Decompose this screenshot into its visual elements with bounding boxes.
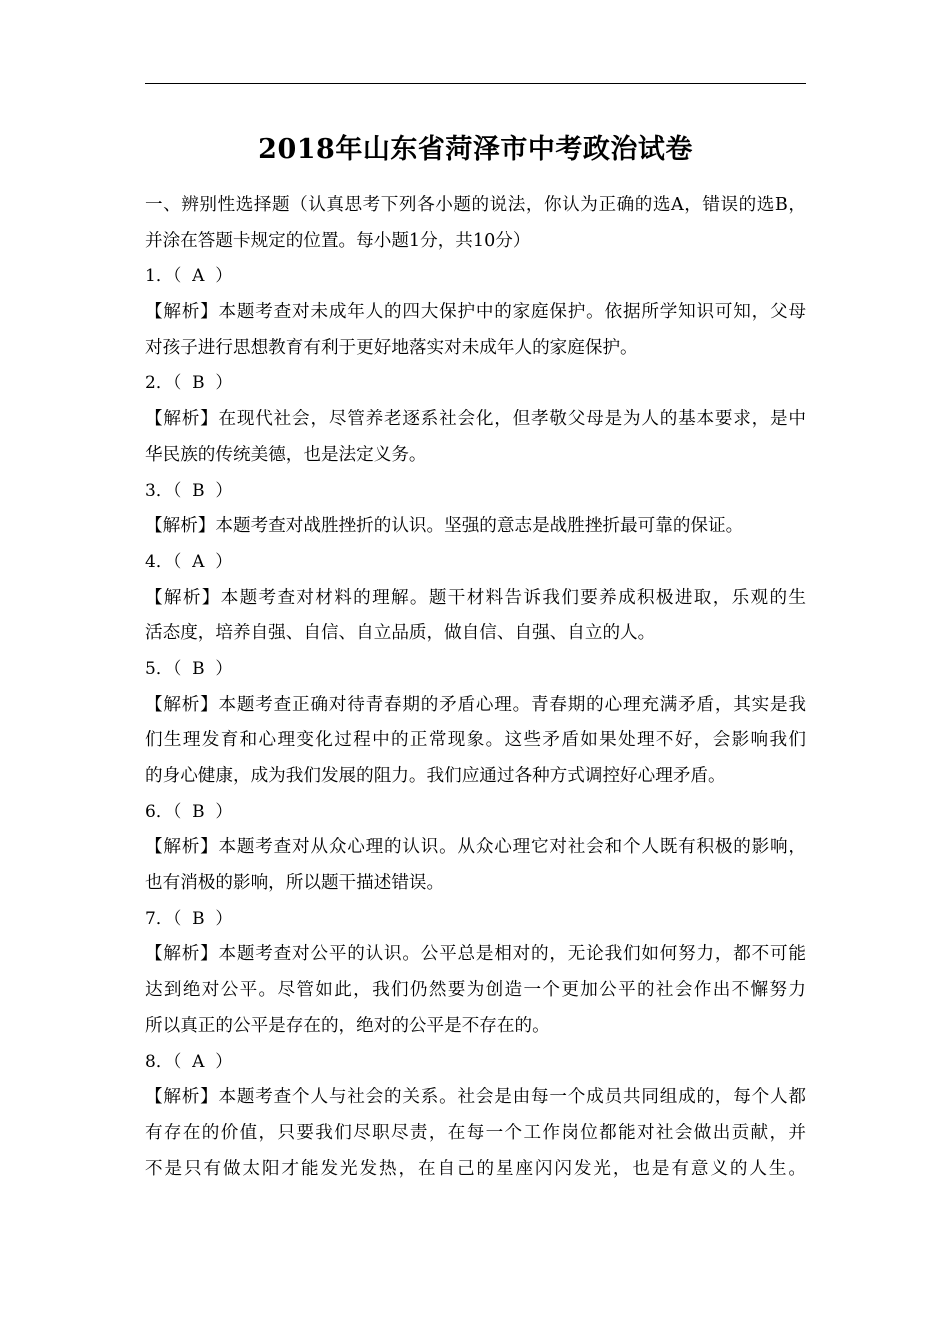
question-label: 3．（ B ） <box>145 480 233 501</box>
section-heading-line: 并涂在答题卡规定的位置。每小题1分，共10分） <box>145 230 531 251</box>
question-label: 2．（ B ） <box>145 373 233 394</box>
exam-content <box>145 188 806 1187</box>
analysis-line: 所以真正的公平是存在的，绝对的公平是不存在的。 <box>145 1015 550 1036</box>
analysis-line: 的身心健康，成为我们发展的阻力。我们应通过各种方式调控好心理矛盾。 <box>145 766 726 786</box>
page-title: 2018年山东省菏泽市中考政治试卷 <box>258 134 693 165</box>
section-heading-line: 一、辨别性选择题（认真思考下列各小题的说法，你认为正确的选A，错误的选B， <box>145 195 806 215</box>
analysis-line: 达到绝对公平。尽管如此，我们仍然要为创造一个更加公平的社会作出不懈努力 <box>145 980 806 1001</box>
analysis-line: 【解析】本题考查对未成年人的四大保护中的家庭保护。依据所学知识可知，父母 <box>145 302 806 323</box>
question-label: 5．（ B ） <box>145 658 233 679</box>
analysis-line: 们生理发育和心理变化过程中的正常现象。这些矛盾如果处理不好，会影响我们 <box>145 730 806 751</box>
analysis-line: 【解析】本题考查个人与社会的关系。社会是由每一个成员共同组成的，每个人都 <box>145 1087 806 1108</box>
analysis-line: 【解析】本题考查正确对待青春期的矛盾心理。青春期的心理充满矛盾，其实是我 <box>145 694 806 715</box>
analysis-line: 【解析】本题考查对公平的认识。公平总是相对的，无论我们如何努力，都不可能 <box>145 944 806 965</box>
question-label: 4．（ A ） <box>145 551 233 572</box>
question-label: 1．（ A ） <box>145 266 233 287</box>
analysis-line: 【解析】在现代社会，尽管养老逐系社会化，但孝敬父母是为人的基本要求，是中 <box>145 409 806 430</box>
analysis-line: 【解析】本题考查对材料的理解。题干材料告诉我们要养成积极进取，乐观的生 <box>145 587 806 608</box>
header-rule <box>145 83 806 84</box>
question-label: 8．（ A ） <box>145 1051 233 1072</box>
analysis-line: 不是只有做太阳才能发光发热，在自己的星座闪闪发光，也是有意义的人生。 <box>145 1158 806 1179</box>
analysis-line: 【解析】本题考查对战胜挫折的认识。坚强的意志是战胜挫折最可靠的保证。 <box>145 516 744 537</box>
analysis-line: 【解析】本题考查对从众心理的认识。从众心理它对社会和个人既有积极的影响， <box>145 837 806 858</box>
question-label: 7．（ B ） <box>145 908 233 929</box>
analysis-line: 活态度，培养自强、自信、自立品质，做自信、自强、自立的人。 <box>145 623 656 644</box>
question-label: 6．（ B ） <box>145 801 233 822</box>
analysis-line: 华民族的传统美德，也是法定义务。 <box>145 444 427 465</box>
analysis-line: 有存在的价值，只要我们尽职尽责，在每一个工作岗位都能对社会做出贡献，并 <box>145 1122 806 1143</box>
analysis-line: 也有消极的影响，所以题干描述错误。 <box>145 873 445 894</box>
analysis-line: 对孩子进行思想教育有利于更好地落实对未成年人的家庭保护。 <box>145 337 638 358</box>
